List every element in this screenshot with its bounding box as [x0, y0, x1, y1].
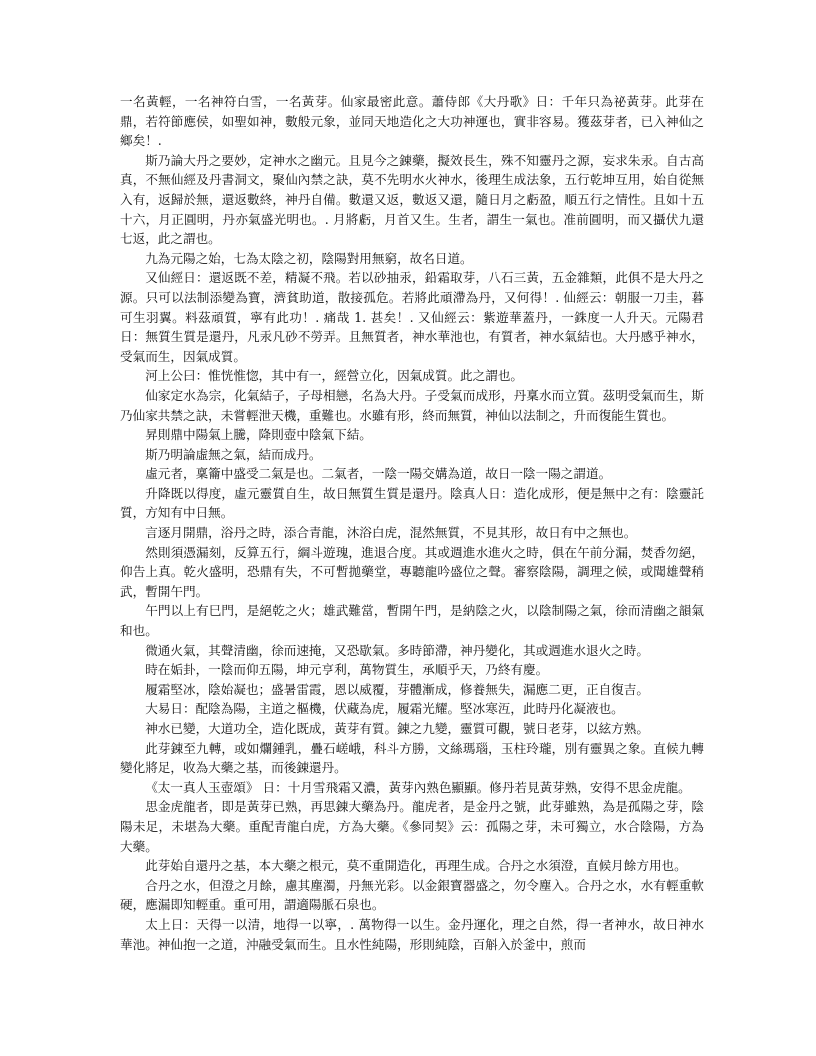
paragraph: 微通火氣，其聲清幽，徐而速掩，又恐歇氣。多時節滯，神丹變化，其或週進水退火之時。 — [145, 642, 649, 658]
paragraph: 河上公曰：惟恍惟惚，其中有一，經營立化，因氣成質。此之謂也。 — [145, 368, 523, 384]
paragraph: 神水已變，大道功全，造化既成，黃芽有質。錬之九變，靈質可觀，號日老芽，以絃方熟。 — [145, 721, 649, 736]
paragraph: 此芽錬至九轉，或如爛鍾乳，疊石嵯峨，科斗方勝，文絲瑪瑙，玉柱玲瓏，別有靈異之象。直候九轉變化將足，收為大藥之基，而後錬還丹。 — [120, 740, 704, 776]
paragraph: 斯乃論大丹之要妙，定神水之幽元。且見今之錬藥，擬效長生，殊不知靈丹之源，妄求朱汞。自古高真，不無仙經及丹書洞文，聚仙內禁之訣，莫不先明水火神水，後理生成法象，五行乾坤互用，始自從無入有，返歸於無，還返數終，神丹自備。數還又返，數返又還，隨日月之虧盈，順五行之情性。且如十五十六，月正圓明，丹亦氣盛光明也。. 月將虧，月首又生。生者，謂生一氣也。准前圓明，而又攝伏九還七返，此之謂也。 — [120, 152, 704, 247]
paragraph: 《太一真人玉壺頌》 日：十月雪飛霜又濃，黃芽內熟色顯顯。修丹若見黃芽熟，安得不思金虎龍。 — [145, 779, 691, 795]
paragraph: 然則須憑漏刻，反算五行，綱斗遊瑰，進退合度。其或週進水進火之時，俱在午前分漏，焚香勿絕，仰告上真。乾火盛明，恐鼎有失，不可暫拋藥堂，專聽龍吟盛位之聲。審察陰陽，調理之候，或聞雄聲稍武，暫開午門。 — [120, 544, 704, 599]
paragraph: 此芽始自還丹之基，本大藥之根元，莫不重開造化，再理生成。合丹之水須澄，直候月餘方用也。 — [145, 858, 687, 874]
paragraph: 履霜堅冰，陰始凝也；盛暑雷霞，恩以威覆，芽體漸成，修養無失，漏應二更，正自復吉。 — [145, 681, 649, 697]
paragraph: 太上日：天得一以清，地得一以寧，. 萬物得一以生。金丹運化，理之自然，得一者神水，故日神水華池。神仙抱一之道，沖融受氣而生。且水性純陽，形則純陰，百斛入於釜中，煎而 — [120, 916, 704, 952]
paragraph: 九為元陽之始，七為太陰之初，陰陽對用無窮，故名日道。 — [145, 250, 473, 266]
paragraph: 斯乃明論虛無之氣，結而成丹。 — [145, 446, 322, 462]
paragraph: 大易日：配陰為陽，主道之樞機，伏藏為虎，履霜光耀。堅冰寒沍，此時丹化凝液也。 — [145, 701, 624, 717]
paragraph: 仙家定水為宗，化氣結子，子母相戀，名為大丹。子受氣而成形，丹稟水而立質。茲明受氣而生，斯乃仙家共禁之訣，未嘗輕泄天機，重難也。水雖有形，終而無質，神仙以法制之，升而復能生質也。 — [120, 387, 704, 423]
paragraph: 昇則鼎中陽氣上騰，降則壺中陰氣下結。 — [145, 427, 372, 443]
paragraph: 時在姤卦，一陰而仰五陽，坤元亨利，萬物質生，承順乎天，乃終有慶。 — [145, 662, 549, 678]
paragraph: 午門以上有巳門，是絕乾之火；雄武難當，暫開午門，是納陰之火，以陰制陽之氣，徐而清幽之韻氣和也。 — [120, 603, 704, 639]
paragraph: 一名黃輕，一名神符白雪，一名黃芽。仙家最密此意。蕭侍郎《大丹歌》日：千年只為祕黃芽。此芽在鼎，若符節應侯，如聖如神，數般元象，並同天地造化之大功神運也，實非容易。獲茲芽者，已入神仙之鄉矣！. — [120, 94, 704, 149]
document-page — [120, 92, 704, 954]
paragraph: 虛元者，稟籥中盛受二氣是也。二氣者，一陰一陽交媾為道，故日一陰一陽之謂道。 — [145, 466, 612, 482]
paragraph: 又仙經日：還返既不差，精凝不飛。若以砂抽汞，鉛霜取芽，八石三黃，五金雜類，此俱不是大丹之源。只可以法制添變為寶，濟貧助道，散接孤危。若將此頑滯為丹，又何得！. 仙經云：朝服一刀圭，暮可生羽翼。料茲頑質，寧有此功！. 痛哉 1. 甚矣！. 又仙經云：紫遊華蓋丹，一銖度一人升天。元陽君日：無質生質是還丹，凡汞凡砂不勞弄。且無質者，神水華池也，有質者，神水氣結也。大丹感乎神水，受氣而生，因氣成質。 — [120, 270, 704, 364]
paragraph: 合丹之水，但澄之月餘，慮其塵濁，丹無光彩。以金銀寶器盛之，勿令塵入。合丹之水，水有輕重軟硬，應漏即知輕重。重可用，謂適陽脈石泉也。 — [120, 877, 704, 913]
paragraph: 升降既以得度，虛元靈質自生，故日無質生質是還丹。陰真人日：造化成形，便是無中之有：陰靈託質，方知有中日無。 — [120, 485, 704, 521]
paragraph: 思金虎龍者，即是黃芽已熟，再思錬大藥為丹。龍虎者，是金丹之號，此芽雖熟，為是孤陽之芽，陰陽未足，未堪為大藥。重配青龍白虎，方為大藥。《參同契》云：孤陽之芽，未可獨立，水合陰陽，方為大藥。 — [120, 799, 704, 854]
paragraph: 言逐月開鼎，浴丹之時，添合青龍，沐浴白虎，混然無質，不見其形，故日有中之無也。 — [145, 525, 637, 541]
